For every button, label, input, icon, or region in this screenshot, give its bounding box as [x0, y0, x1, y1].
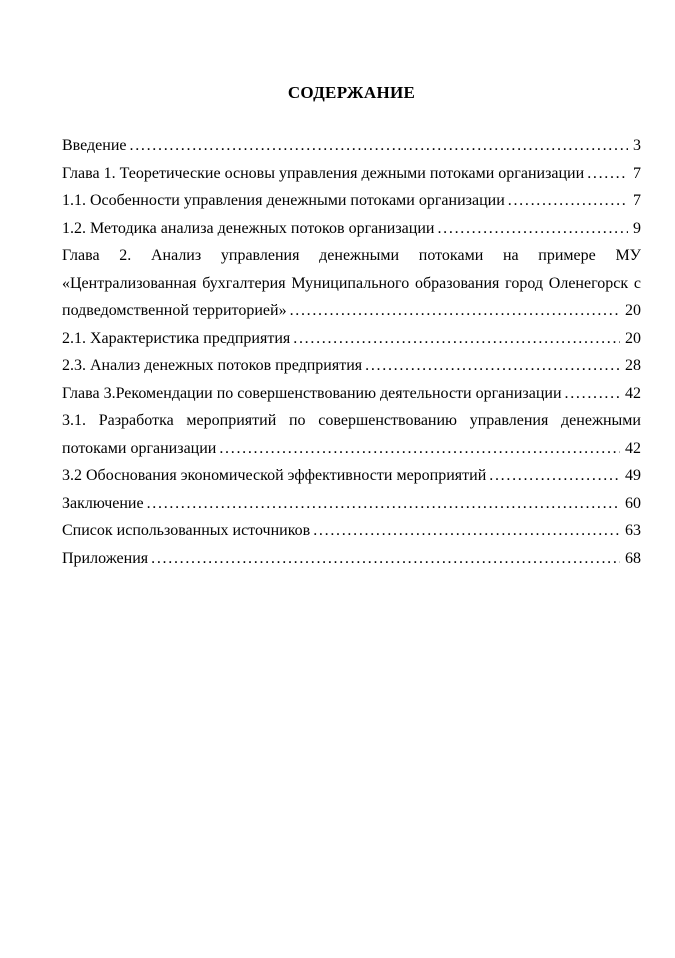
toc-page-number: 42 — [625, 439, 641, 457]
dot-leader — [508, 187, 628, 215]
dot-leader — [219, 435, 620, 463]
toc-entry-text: 2.1. Характеристика предприятия — [62, 329, 291, 347]
toc-entry-text: 3.2 Обоснования экономической эффективности мероприятий — [62, 467, 487, 484]
dot-leader — [313, 517, 620, 545]
toc-entry-text: Глава 1. Теоретические основы управления дежными потоками организации — [62, 164, 585, 182]
toc-entry-glava-2-line-2[interactable]: «Централизованная бухгалтерия Муниципального образования город Оленегорск с — [62, 274, 641, 292]
toc-entry-2-1[interactable] — [62, 325, 641, 353]
toc-entry-3-1-line-2[interactable] — [62, 435, 641, 463]
toc-page-number: 20 — [625, 329, 641, 347]
toc-entry-1-1[interactable] — [62, 187, 641, 215]
toc-entry-prilozheniya[interactable] — [62, 545, 641, 573]
toc-entry-3-2[interactable] — [62, 462, 641, 490]
toc-page-number: 63 — [625, 522, 641, 539]
toc-entry-3-1-line-1[interactable]: 3.1. Разработка мероприятий по совершенствованию управления денежными — [62, 412, 641, 429]
toc-entry-text: Заключение — [62, 494, 144, 512]
toc-entry-text: Приложения — [62, 549, 149, 567]
dot-leader — [489, 462, 620, 490]
toc-entry-text: Глава 3.Рекомендации по совершенствованию деятельности организации — [62, 384, 562, 402]
toc-entry-zaklyuchenie[interactable] — [62, 490, 641, 518]
toc-entry-glava-2-line-1[interactable]: Глава 2. Анализ управления денежными потоками на примере МУ — [62, 247, 641, 264]
toc-page-number: 7 — [633, 164, 641, 182]
dot-leader — [565, 380, 620, 408]
toc-page-number: 28 — [625, 357, 641, 374]
toc-entry-text: 2.3. Анализ денежных потоков предприятия — [62, 357, 363, 374]
toc-page-number: 3 — [633, 137, 641, 154]
toc-entry-spisok-istochnikov[interactable] — [62, 517, 641, 545]
dot-leader — [147, 490, 620, 518]
toc-page-number: 68 — [625, 549, 641, 567]
toc-entry-1-2[interactable] — [62, 215, 641, 243]
dot-leader — [365, 352, 620, 380]
dot-leader — [437, 215, 628, 243]
toc-page-number: 60 — [625, 494, 641, 512]
toc-entry-text: Введение — [62, 137, 127, 154]
toc-entry-text: потоками организации — [62, 439, 217, 457]
document-title: СОДЕРЖАНИЕ — [287, 83, 416, 102]
table-of-contents — [62, 132, 641, 572]
dot-leader — [293, 325, 620, 353]
toc-page-number: 7 — [633, 192, 641, 209]
toc-entry-glava-2-line-3[interactable] — [62, 297, 641, 325]
toc-page-number: 42 — [625, 384, 641, 402]
dot-leader — [151, 545, 620, 573]
toc-entry-text: подведомственной территорией» — [62, 302, 287, 319]
toc-entry-glava-3[interactable] — [62, 380, 641, 408]
toc-entry-text: Список использованных источников — [62, 522, 311, 539]
toc-entry-2-3[interactable] — [62, 352, 641, 380]
toc-entry-glava-1[interactable] — [62, 160, 641, 188]
toc-page-number: 49 — [625, 467, 641, 484]
toc-entry-vvedenie[interactable] — [62, 132, 641, 160]
toc-page-number: 9 — [633, 219, 641, 237]
dot-leader — [587, 160, 628, 188]
dot-leader — [290, 297, 620, 325]
toc-entry-text: 1.2. Методика анализа денежных потоков организации — [62, 219, 435, 237]
dot-leader — [130, 132, 629, 160]
toc-page-number: 20 — [625, 302, 641, 319]
toc-entry-text: 1.1. Особенности управления денежными потоками организации — [62, 192, 505, 209]
